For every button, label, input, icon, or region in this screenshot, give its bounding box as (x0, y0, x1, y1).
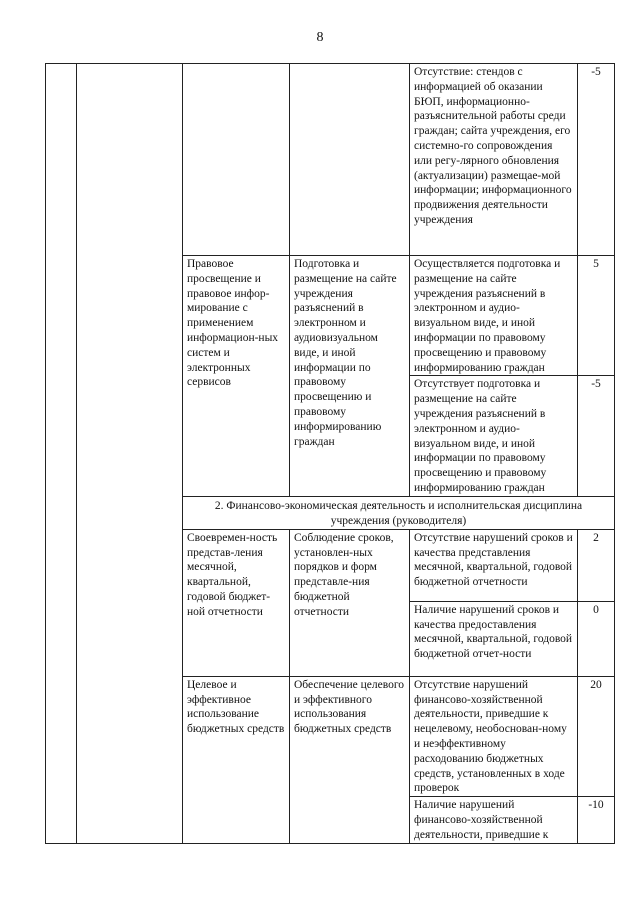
score-cell: -5 (578, 64, 615, 256)
page-number: 8 (316, 30, 324, 45)
activity-column-cell (77, 64, 183, 844)
criteria-cell: Наличие нарушений сроков и качества предоставления месячной, квартальной, годовой бюджетной отчет-ности (410, 601, 578, 676)
section-header: 2. Финансово-экономическая деятельность и исполнительская дисциплина учреждения (руководителя) (183, 496, 615, 529)
criteria-cell: Отсутствует подготовка и размещение на сайте учреждения разъяснений в электронном и аудио-визуальном виде, и иной информации по правовому просвещению и правовому информированию граждан (410, 376, 578, 496)
name-cell: Своевремен-ность представ-ления месячной, квартальной, годовой бюджет-ной отчетности (183, 529, 290, 676)
criteria-cell: Отсутствие нарушений сроков и качества представления месячной, квартальной, годовой бюджетной отчетности (410, 529, 578, 601)
score-cell: 2 (578, 529, 615, 601)
criteria-cell: Отсутствие нарушений финансово-хозяйственной деятельности, приведшие к нецелевому, необоснован-ному и неэффективному расходованию бюджетных средств, установленных в ходе проверок (410, 676, 578, 796)
criteria-cell: Отсутствие: стендов с информацией об оказании БЮП, информационно-разъяснительной работы среди граждан; сайта учреждения, его системно-го сопровождения или регу-лярного обновления (актуализации) размещае-мой информации; информационного продвижения деятельности учреждения (410, 64, 578, 256)
score-cell: -5 (578, 376, 615, 496)
criteria-cell: Осуществляется подготовка и размещение на сайте учреждения разъяснений в электронном и аудио-визуальном виде, и иной информации по правовому просвещению и правовому информированию граждан (410, 256, 578, 376)
score-cell: 5 (578, 256, 615, 376)
name-cell: Правовое просвещение и правовое инфор-мирование с применением информацион-ных систем и электронных сервисов (183, 256, 290, 497)
score-cell: -10 (578, 797, 615, 843)
criteria-cell: Наличие нарушений финансово-хозяйственной деятельности, приведшие к (410, 797, 578, 843)
indicator-cell: Обеспечение целевого и эффективного использования бюджетных средств (290, 676, 410, 843)
name-cell (183, 64, 290, 256)
indicator-cell (290, 64, 410, 256)
table-row (46, 64, 615, 256)
name-cell: Целевое и эффективное использование бюджетных средств (183, 676, 290, 843)
score-cell: 0 (578, 601, 615, 676)
criteria-table (45, 63, 615, 844)
number-column-cell (46, 64, 77, 844)
indicator-cell: Соблюдение сроков, установлен-ных порядков и форм представле-ния бюджетной отчетности (290, 529, 410, 676)
indicator-cell: Подготовка и размещение на сайте учреждения разъяснений в электронном и аудиовизуальном виде, и иной информации по правовому просвещению и правовому информированию граждан (290, 256, 410, 497)
score-cell: 20 (578, 676, 615, 796)
